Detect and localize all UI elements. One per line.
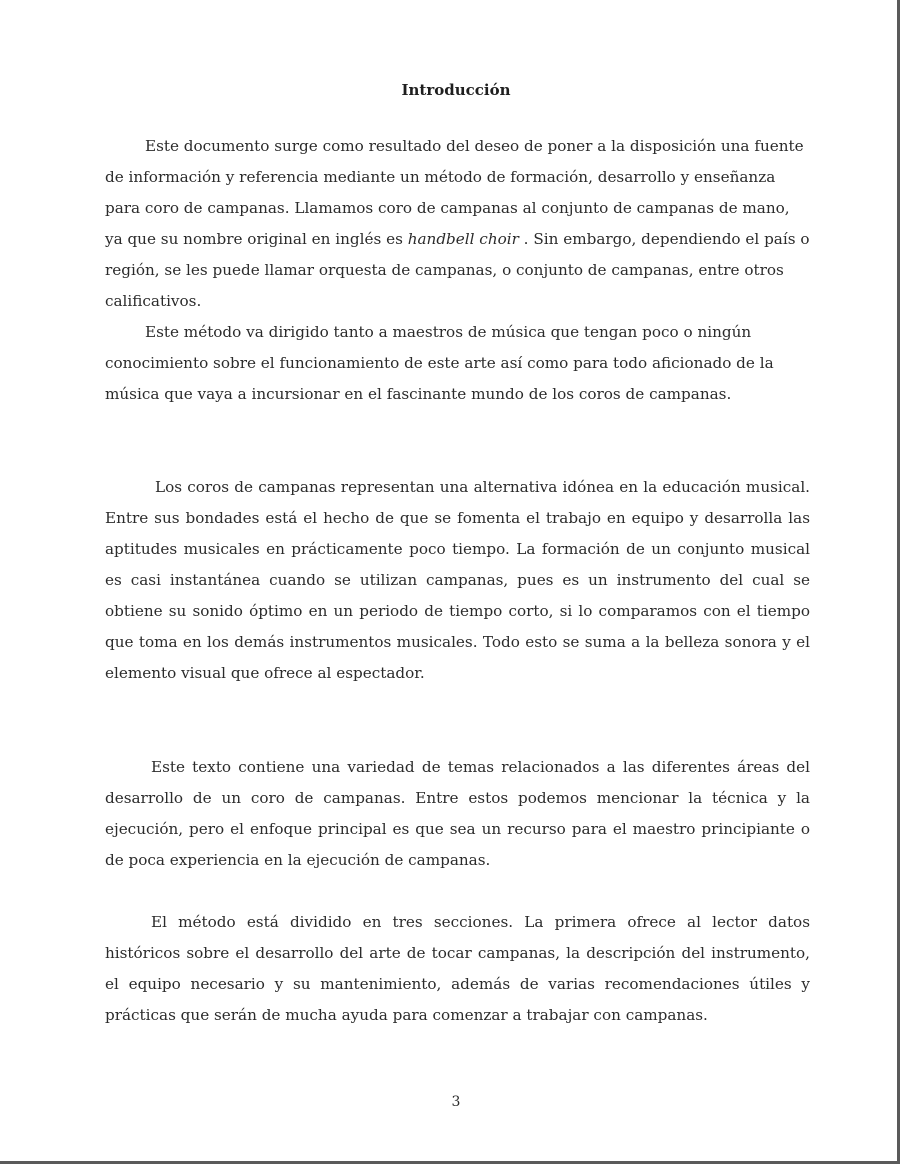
page-title: Introducción [401,81,511,99]
paragraph-4: Este texto contiene una variedad de temas relacionados a las diferentes áreas del desarrollo de un coro de campanas. Entre estos podemos mencionar la técnica y la ejecución, pero el enfoque principal es que sea un recurso para el maestro principiante o de poca experiencia en la ejecución de campanas. [105,758,810,869]
paragraph-5: El método está dividido en tres secciones. La primera ofrece al lector datos históricos sobre el desarrollo del arte de tocar campanas, la descripción del instrumento, el equipo necesario y su mantenimiento, además de varias recomendaciones útiles y prácticas que serán de mucha ayuda para comenzar a trabajar con campanas. [105,913,810,1024]
page-number: 3 [451,1094,461,1110]
paragraph-1-text-b: . Sin embargo, dependiendo el país o región, se les puede llamar orquesta de campanas, o conjunto de campanas, entre otros calificativos. [105,230,810,310]
paragraph-1-text-a: Este documento surge como resultado del deseo de poner a la disposición una fuente de información y referencia mediante un método de formación, desarrollo y enseñanza para coro de campanas. Llamamos coro de campanas al conjunto de campanas de mano, ya que su nombre original en inglés es [105,137,804,248]
paragraph-3: Los coros de campanas representan una alternativa idónea en la educación musical. Entre sus bondades está el hecho de que se fomenta el trabajo en equipo y desarrolla las aptitudes musicales en prácticamente poco tiempo. La formación de un conjunto musical es casi instantánea cuando se utilizan campanas, pues es un instrumento del cual se obtiene su sonido óptimo en un periodo de tiempo corto, si lo comparamos con el tiempo que toma en los demás instrumentos musicales. Todo esto se suma a la belleza sonora y el elemento visual que ofrece al espectador. [105,478,810,682]
paragraph-2: Este método va dirigido tanto a maestros de música que tengan poco o ningún conocimiento sobre el funcionamiento de este arte así como para todo aficionado de la música que vaya a incursionar en el fascinante mundo de los coros de campanas. [105,323,774,403]
paragraph-1-italic-term: handbell choir [407,230,519,248]
paragraph-1 [105,131,810,317]
